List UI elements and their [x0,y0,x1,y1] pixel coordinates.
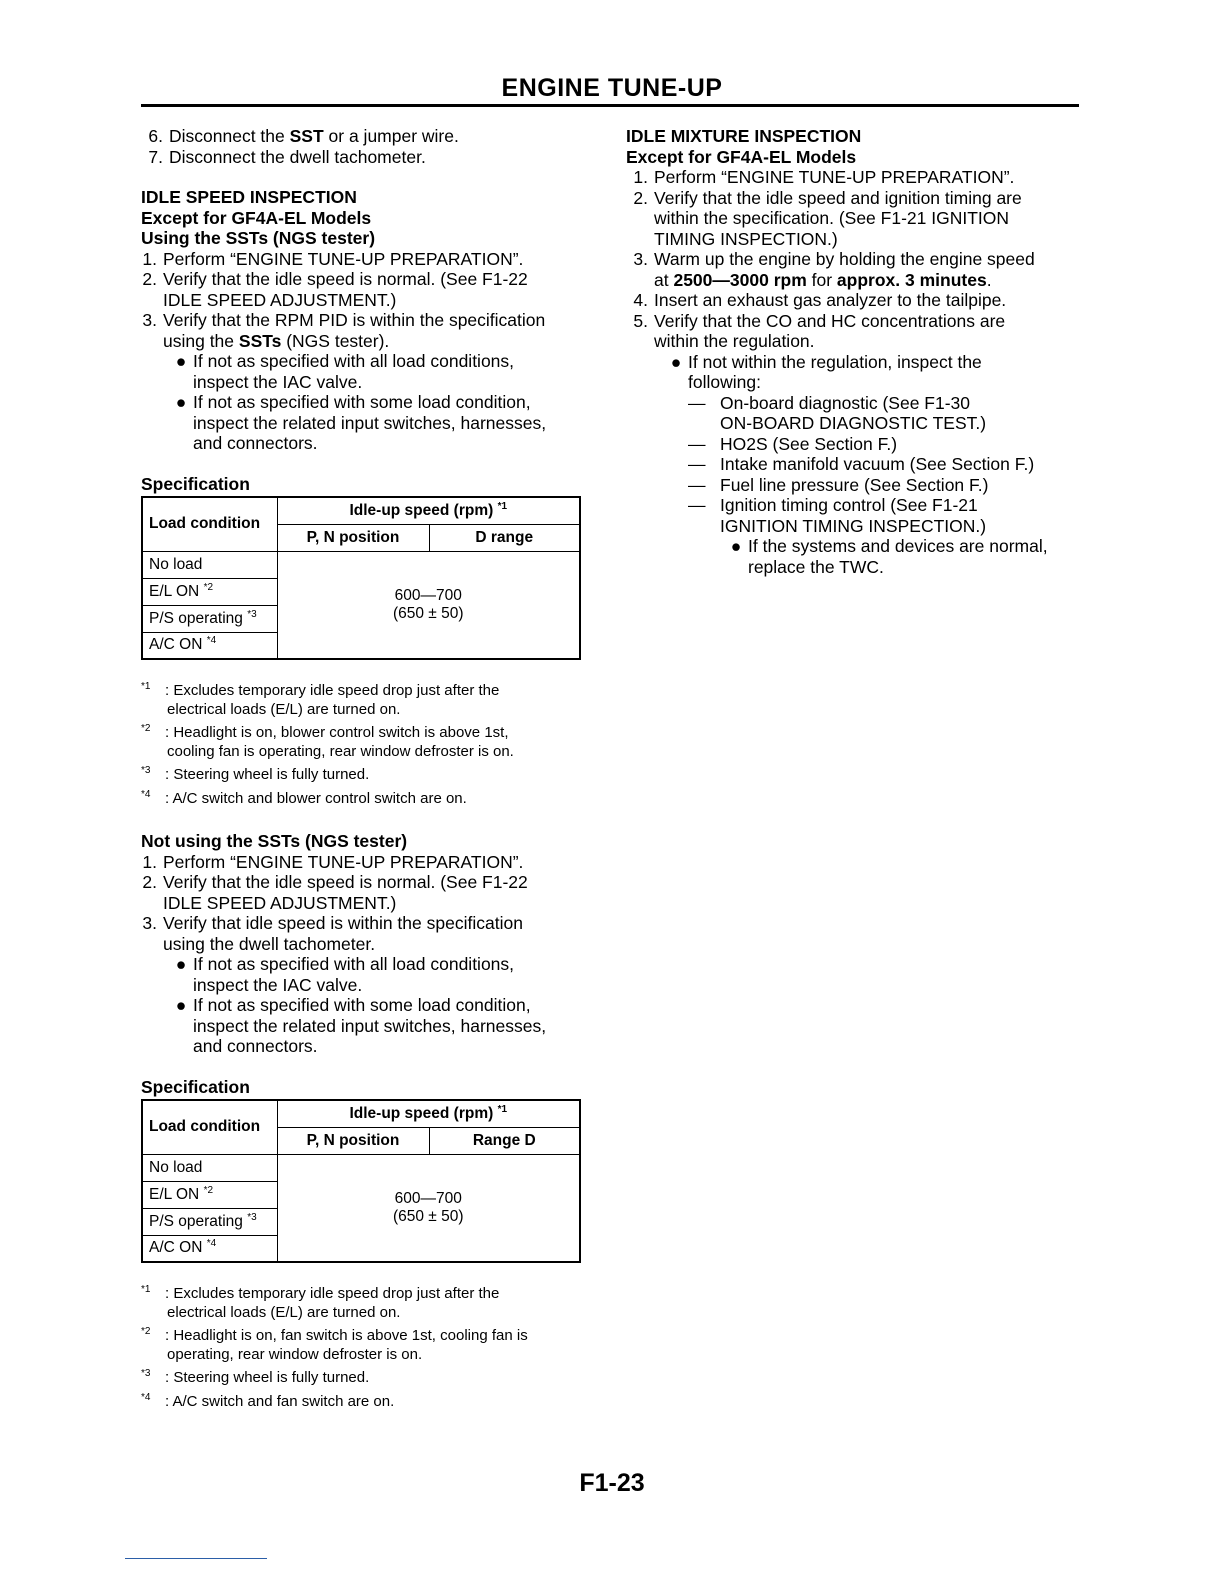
footnote: $^{*3}$ : Steering wheel is fully turned. [141,765,370,783]
mixture-step-3: 3. Warm up the engine by holding the engine speed at 2500—3000 rpm for approx. 3 minutes. [633,249,1035,290]
right-column [626,126,1081,577]
using-step-1: 1. Perform “ENGINE TUNE-UP PREPARATION”. [142,248,524,269]
mixture-bullet: ● If not within the regulation, inspect the following: [626,352,1081,393]
spec-table-2 [141,1099,581,1263]
page-number: F1-23 [579,1469,645,1497]
footnote: $^{*1}$ : Excludes temporary idle speed drop just after the electrical loads (E/L) are turned on. [141,681,500,718]
load-row: E/L ON $^{*2}$ [142,578,277,605]
spec-value-cell: 600—700 (650 ± 50) [277,551,580,659]
step-7: 7. Disconnect the dwell tachometer. [148,146,426,167]
dash-item: — HO2S (See Section F.) [688,433,898,454]
footnote: $^{*4}$ : A/C switch and fan switch are on. [141,1391,395,1410]
spec-label-2: Specification [141,1076,250,1097]
using-step-2: 2. Verify that the idle speed is normal. (See F1-22 IDLE SPEED ADJUSTMENT.) [142,269,528,310]
not-using-bullet-1: ● If not as specified with all load conditions, inspect the IAC valve. [141,954,586,995]
mixture-step-2: 2. Verify that the idle speed and ignition timing are within the specification. (See F1-21 IGNITION TIMING INSPECTION.) [633,187,1022,249]
page-title: ENGINE TUNE-UP [501,74,723,102]
load-row: No load [142,1154,277,1181]
spec-label-1: Specification [141,473,250,494]
d-range-header: D range [429,524,580,551]
footnote: $^{*3}$ : Steering wheel is fully turned. [141,1368,370,1386]
not-using-bullet-2: ● If not as specified with some load condition, inspect the related input switches, harnesses, and connectors. [141,995,586,1057]
load-row: No load [142,551,277,578]
load-row: A/C ON $^{*4}$ [142,1235,277,1262]
using-step-3: 3. Verify that the RPM PID is within the specification using the SSTs (NGS tester). [142,310,546,351]
step-6: 6. Disconnect the SST or a jumper wire. [148,126,459,146]
dash-item: — Intake manifold vacuum (See Section F.) [688,454,1035,474]
bullet-icon: ● [175,954,187,974]
section-subtitle: Except for GF4A-EL Models [141,207,372,228]
load-row: P/S operating $^{*3}$ [142,1208,277,1235]
title-rule [141,104,1079,107]
sub-bullet: ● If the systems and devices are normal, replace the TWC. [626,536,1081,577]
mixture-step-1: 1. Perform “ENGINE TUNE-UP PREPARATION”. [633,167,1015,187]
not-using-step-2: 2. Verify that the idle speed is normal. (See F1-22 IDLE SPEED ADJUSTMENT.) [142,872,528,913]
bullet-icon: ● [730,536,742,556]
footnote: $^{*2}$ : Headlight is on, blower control switch is above 1st, cooling fan is operating, rear window defroster is on. [141,723,514,760]
footnote: $^{*1}$ : Excludes temporary idle speed drop just after the electrical loads (E/L) are turned on. [141,1284,500,1321]
not-using-sst-heading: Not using the SSTs (NGS tester) [141,831,408,851]
load-row: A/C ON $^{*4}$ [142,632,277,659]
using-sst-heading: Using the SSTs (NGS tester) [141,228,376,248]
using-bullet-2: ● If not as specified with some load condition, inspect the related input switches, harnesses, and connectors. [141,392,586,454]
spec-table-1 [141,496,581,660]
bottom-rule [125,1558,267,1559]
dash-item: — Ignition timing control (See F1-21 IGNITION TIMING INSPECTION.) [688,495,987,536]
mixture-step-4: 4. Insert an exhaust gas analyzer to the tailpipe. [633,290,1007,310]
footnote: $^{*4}$ : A/C switch and blower control switch are on. [141,788,467,807]
idle-up-header: Idle-up speed (rpm) $^{*1}$ [277,1100,580,1127]
bullet-icon: ● [175,351,187,371]
bullet-icon: ● [175,995,187,1015]
spec-value-cell: 600—700 (650 ± 50) [277,1154,580,1262]
bullet-icon: ● [175,392,187,412]
footnote: $^{*2}$ : Headlight is on, fan switch is above 1st, cooling fan is operating, rear window defroster is on. [141,1326,528,1363]
footnotes-1 [141,682,586,808]
dash-item: — On-board diagnostic (See F1-30 ON-BOARD DIAGNOSTIC TEST.) [688,392,987,433]
idle-up-header: Idle-up speed (rpm) $^{*1}$ [277,497,580,524]
section-title-idle-mixture: IDLE MIXTURE INSPECTION [626,126,862,146]
not-using-step-3: 3. Verify that idle speed is within the specification using the dwell tachometer. [142,913,523,954]
mixture-step-5: 5. Verify that the CO and HC concentrations are within the regulation. [633,310,1006,351]
load-condition-header: Load condition [142,1100,277,1154]
range-d-header: Range D [429,1127,580,1154]
load-row: E/L ON $^{*2}$ [142,1181,277,1208]
pn-position-header: P, N position [277,524,429,551]
left-column [141,126,586,1416]
using-bullet-1: ● If not as specified with all load conditions, inspect the IAC valve. [141,351,586,392]
pn-position-header: P, N position [277,1127,429,1154]
not-using-step-1: 1. Perform “ENGINE TUNE-UP PREPARATION”. [142,851,524,872]
dash-item: — Fuel line pressure (See Section F.) [688,474,989,495]
section-subtitle: Except for GF4A-EL Models [626,146,857,167]
load-condition-header: Load condition [142,497,277,551]
section-title-idle-speed: IDLE SPEED INSPECTION [141,187,357,207]
bullet-icon: ● [670,351,682,372]
load-row: P/S operating $^{*3}$ [142,605,277,632]
footnotes-2 [141,1285,586,1411]
